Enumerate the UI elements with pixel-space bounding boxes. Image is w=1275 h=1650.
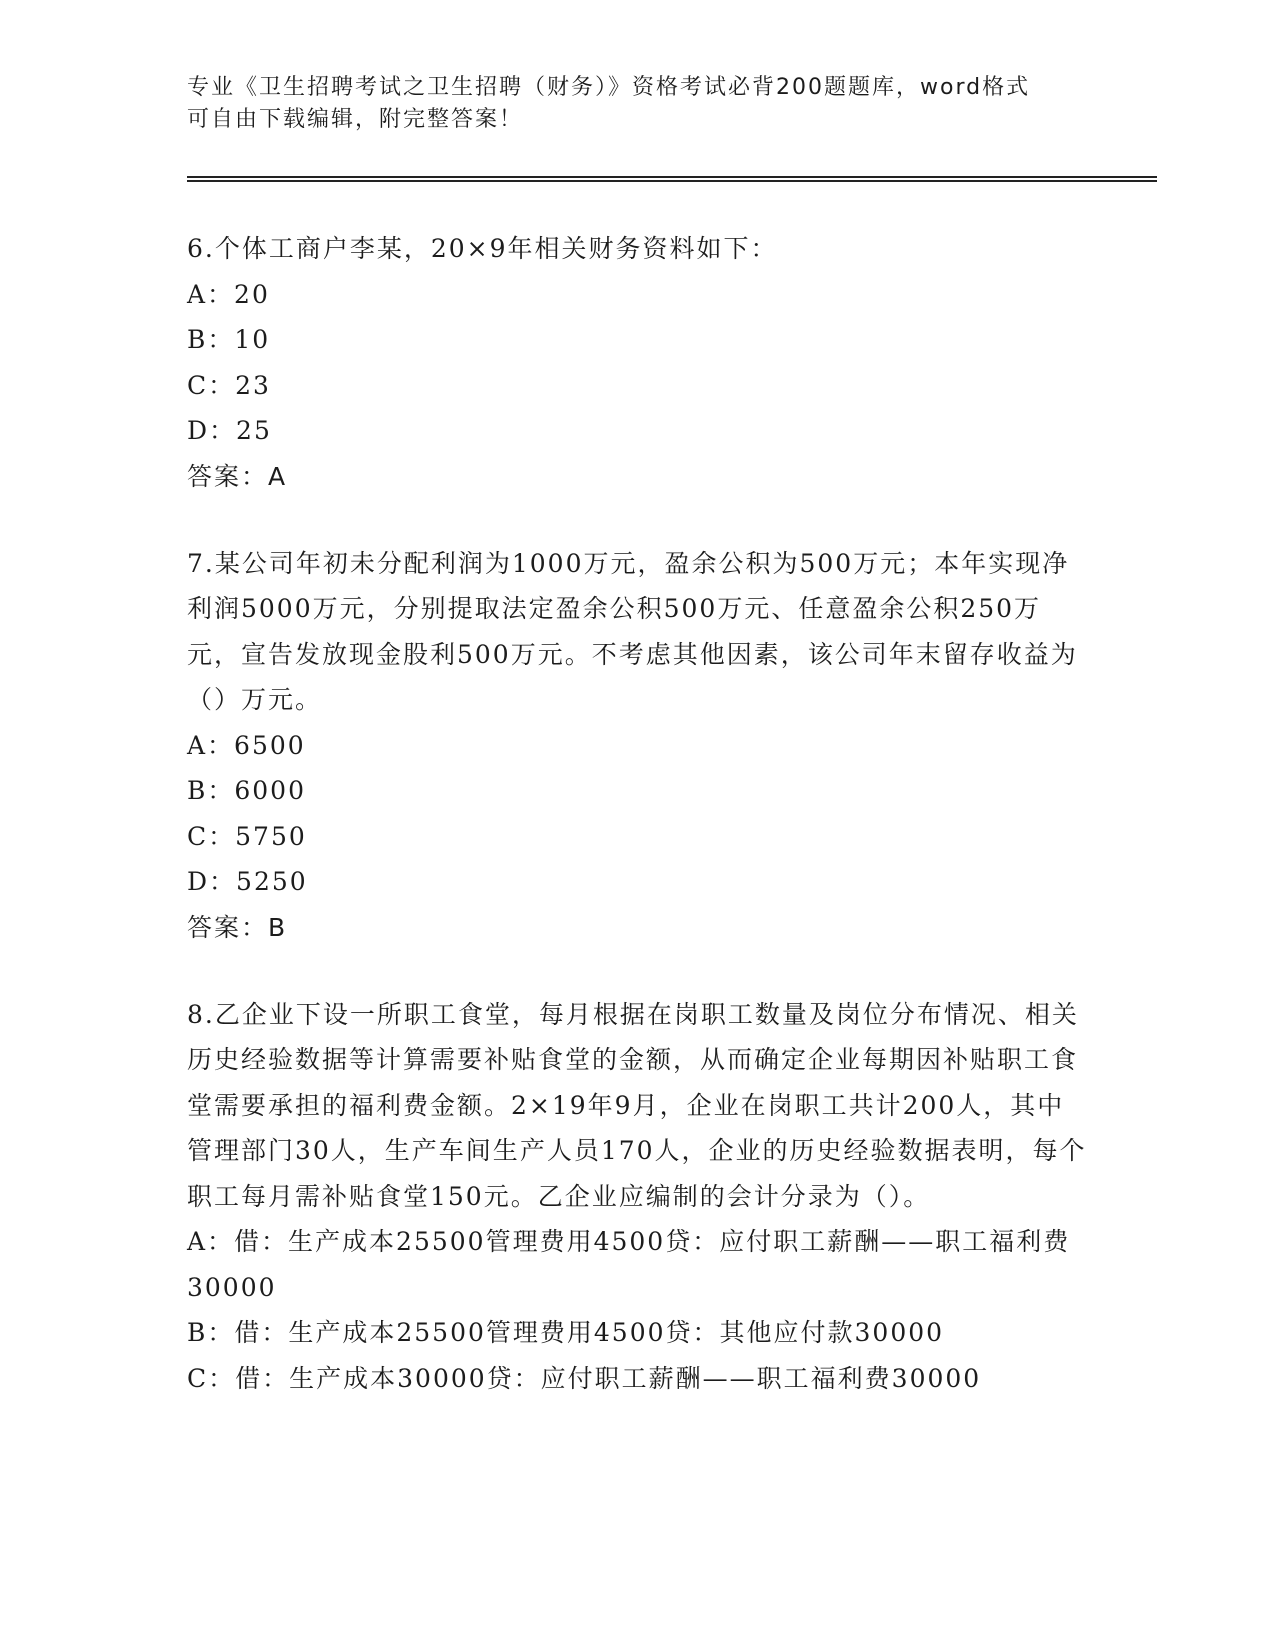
header-line-1: 专业《卫生招聘考试之卫生招聘（财务）》资格考试必背200题题库，word格式 — [187, 75, 1031, 100]
question-8 — [187, 992, 1087, 1402]
option-b: B：借：生产成本25500管理费用4500贷：其他应付款30000 — [187, 1318, 945, 1347]
option-d: D：5250 — [187, 867, 308, 896]
option-c: C：5750 — [187, 821, 307, 851]
option-b: B：6000 — [187, 776, 306, 805]
header-line-2: 可自由下载编辑，附完整答案！ — [187, 107, 524, 132]
option-c: C：借：生产成本30000贷：应付职工薪酬——职工福利费30000 — [187, 1363, 982, 1393]
option-a: A：借：生产成本25500管理费用4500贷：应付职工薪酬——职工福利费30000 — [187, 1227, 1071, 1302]
question-stem: 6.个体工商户李某，20×9年相关财务资料如下： — [187, 234, 778, 263]
page-header — [187, 72, 1087, 136]
question-stem: 8.乙企业下设一所职工食堂，每月根据在岗职工数量及岗位分布情况、相关历史经验数据等计算需要补贴食堂的金额，从而确定企业每期因补贴职工食堂需要承担的福利费金额。2×19年9月，企业在岗职工共计200人，其中管理部门30人，生产车间生产人员170人，企业的历史经验数据表明，每个职工每月需补贴食堂150元。乙企业应编制的会计分录为（）。 — [187, 999, 1087, 1211]
option-b: B：10 — [187, 325, 271, 354]
answer-label: 答案：B — [187, 912, 288, 942]
option-d: D：25 — [187, 416, 272, 445]
option-a: A：20 — [187, 279, 270, 309]
header-divider — [187, 176, 1157, 182]
question-6 — [187, 226, 1087, 499]
question-list — [187, 226, 1087, 1443]
option-c: C：23 — [187, 370, 271, 400]
option-a: A：6500 — [187, 730, 306, 760]
question-stem: 7.某公司年初未分配利润为1000万元，盈余公积为500万元；本年实现净利润5000万元，分别提取法定盈余公积500万元、任意盈余公积250万元，宣告发放现金股利500万元。不考虑其他因素，该公司年末留存收益为（）万元。 — [187, 548, 1078, 714]
question-7 — [187, 541, 1087, 950]
answer-label: 答案：A — [187, 461, 288, 491]
